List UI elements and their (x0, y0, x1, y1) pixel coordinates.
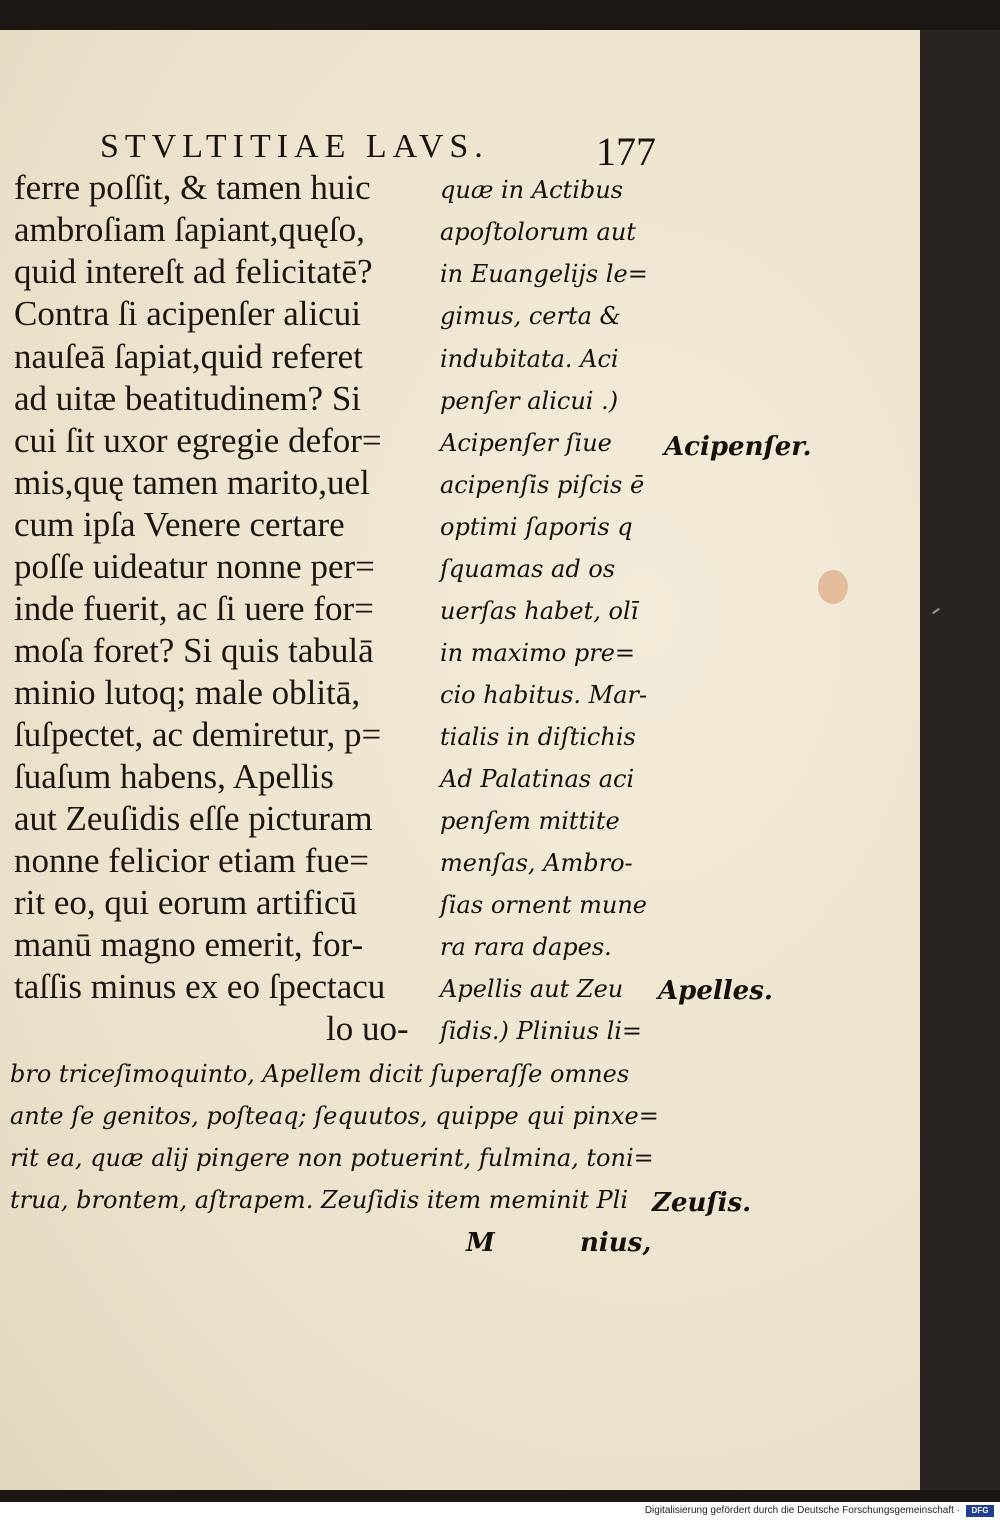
note-line: optimi ſaporis q (440, 513, 633, 541)
main-text-line: ambroſiam ſapiant,quęſo, (14, 210, 365, 249)
note-line: menſas, Ambro- (440, 849, 633, 877)
main-text-line: cum ipſa Venere certare (14, 505, 345, 544)
footer-credit: Digitalisierung gefördert durch die Deutsche Forschungsgemeinschaft · (644, 1505, 960, 1516)
dfg-logo: DFG (966, 1505, 994, 1517)
main-text-line: ferre poſſit, & tamen huic (14, 168, 371, 207)
main-text-line: lo uo- (326, 1009, 409, 1048)
main-text-line: ad uitæ beatitudinem? Si (14, 379, 362, 418)
note-line: uerſas habet, olī (440, 597, 639, 625)
catchword: nius, (580, 1228, 652, 1258)
main-text-line: nonne felicior etiam fue= (14, 841, 370, 880)
note-line: gimus, certa & (440, 302, 621, 330)
note-line: Acipenſer ſiue (440, 429, 612, 457)
note-line: quæ in Actibus (440, 176, 623, 204)
main-text-line: mis,quę tamen marito,uel (14, 463, 370, 502)
note-line: tialis in diſtichis (440, 723, 636, 751)
page-number: 177 (596, 129, 656, 174)
signature-mark: M (466, 1228, 495, 1258)
running-head: STVLTITIAE LAVS. (100, 128, 489, 165)
note-line: penſer alicui .) (440, 387, 619, 415)
note-line: ra rara dapes. (440, 933, 612, 961)
note-line: ſias ornent mune (440, 891, 647, 919)
note-line: ſidis.) Plinius li= (440, 1017, 643, 1045)
main-text-line: taſſis minus ex eo ſpectacu (14, 967, 386, 1006)
note-line: trua, brontem, aſtrapem. Zeuſidis item meminit Pli (10, 1186, 629, 1214)
note-line: rit ea, quæ alij pingere non potuerint, fulmina, toni= (10, 1144, 654, 1172)
main-text-line: quid intereſt ad felicitatē? (14, 252, 373, 291)
page-edge-shadow (920, 30, 1000, 1490)
main-text-line: ſuaſum habens, Apellis (14, 757, 334, 796)
note-line: in maximo pre= (440, 639, 636, 667)
side-label-acipenser: Acipenſer. (664, 432, 812, 462)
note-line: Ad Palatinas aci (440, 765, 635, 793)
note-line: cio habitus. Mar- (440, 681, 648, 709)
main-text-line: poſſe uideatur nonne per= (14, 547, 375, 586)
main-text-line: moſa foret? Si quis tabulā (14, 631, 374, 670)
main-text-line: manū magno emerit, for- (14, 925, 364, 964)
note-line: penſem mittite (440, 807, 620, 835)
main-text-line: minio lutoq; male oblitā, (14, 673, 361, 712)
side-label-apelles: Apelles. (658, 976, 773, 1006)
footer-bar (0, 1502, 1000, 1520)
note-line: in Euangelijs le= (440, 260, 648, 288)
main-text-line: inde fuerit, ac ſi uere for= (14, 589, 374, 628)
note-line: Apellis aut Zeu (440, 975, 624, 1003)
note-line: ante ſe genitos, poſteaq; ſequutos, quippe qui pinxe= (10, 1102, 659, 1130)
main-text-line: nauſeā ſapiat,quid referet (14, 337, 363, 376)
main-text-line: cui ſit uxor egregie defor= (14, 421, 382, 460)
main-text-line: ſuſpectet, ac demiretur, p= (14, 715, 382, 754)
paper-stain (818, 570, 848, 604)
note-line: acipenſis piſcis ē (440, 471, 645, 499)
note-line: ſquamas ad os (440, 555, 616, 583)
note-line: bro triceſimoquinto, Apellem dicit ſuperaſſe omnes (10, 1060, 630, 1088)
main-text-line: Contra ſi acipenſer alicui (14, 294, 361, 333)
side-label-zeusis: Zeuſis. (652, 1188, 752, 1218)
main-text-line: aut Zeuſidis eſſe picturam (14, 799, 373, 838)
note-line: apoſtolorum aut (440, 218, 636, 246)
note-line: indubitata. Aci (440, 345, 619, 373)
main-text-line: rit eo, qui eorum artificū (14, 883, 358, 922)
